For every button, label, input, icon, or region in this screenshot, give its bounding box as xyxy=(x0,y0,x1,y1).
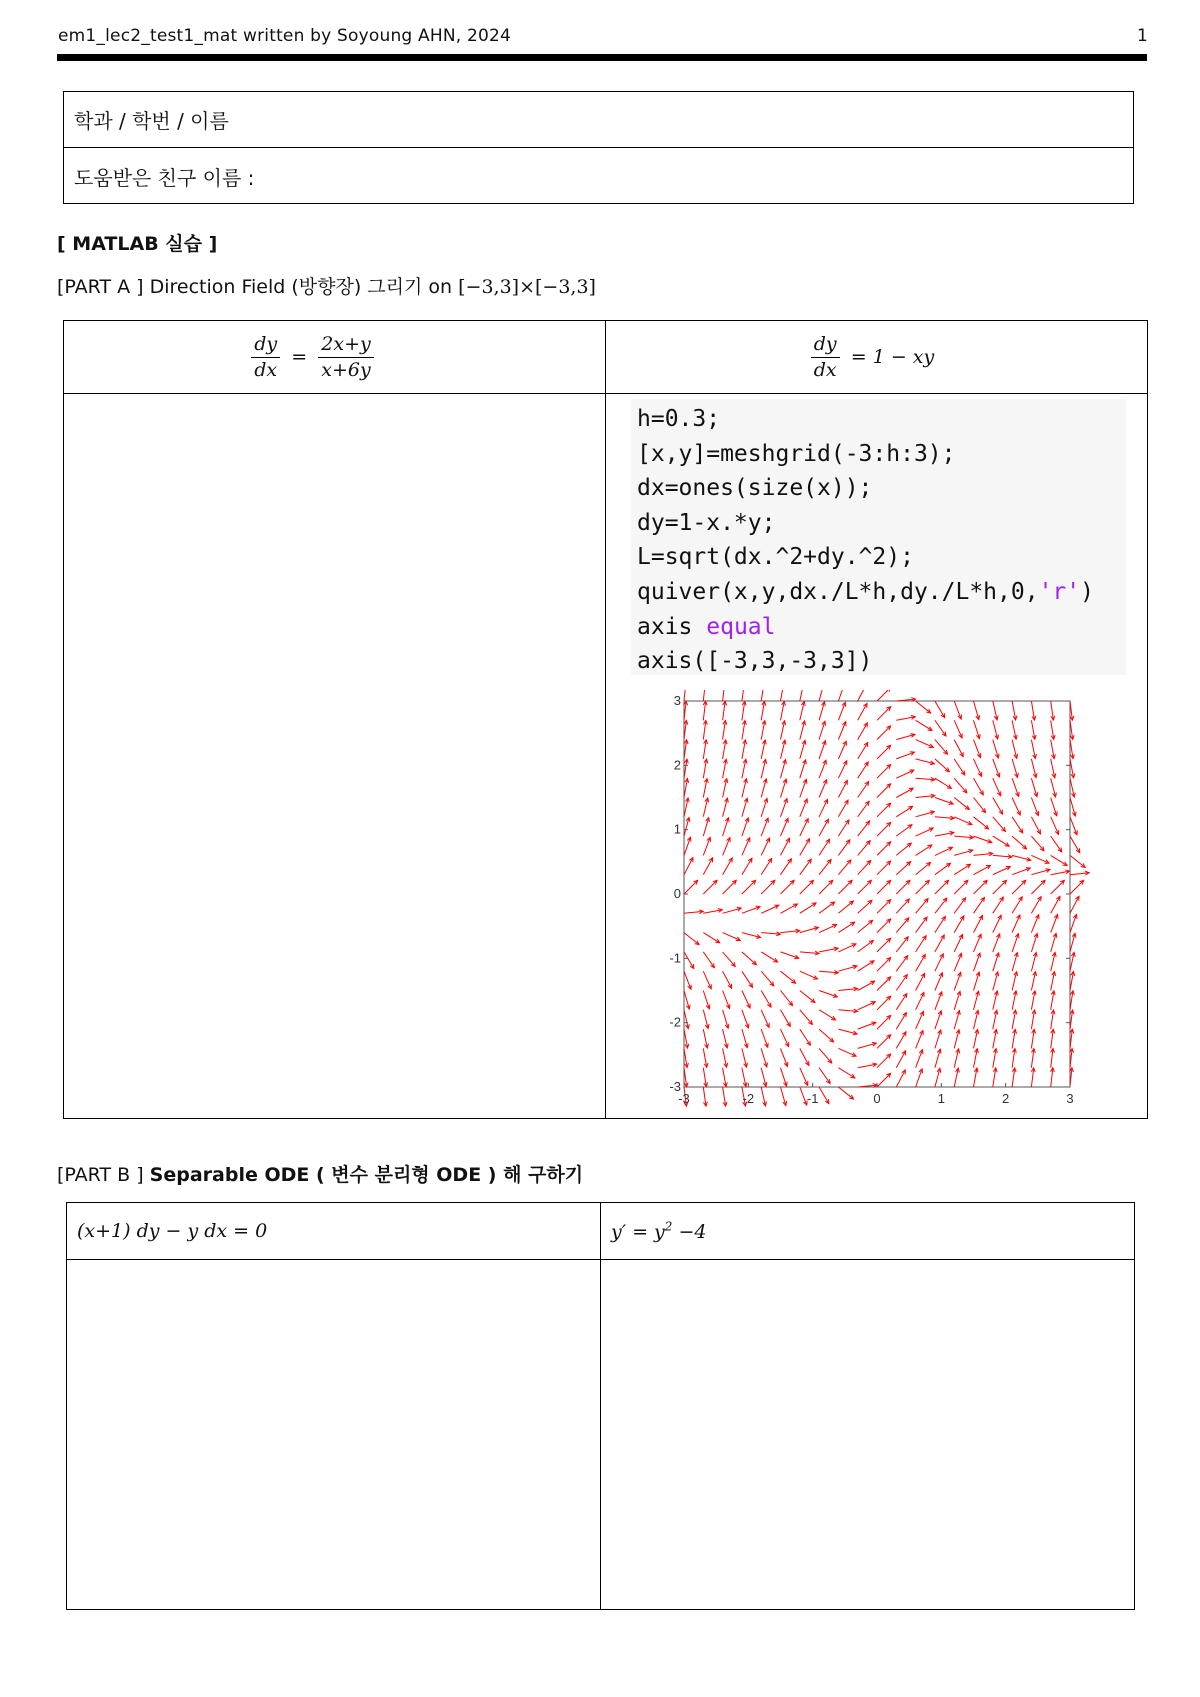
x-tick-label: -1 xyxy=(806,1091,819,1106)
part-a-label: [PART A ] Direction Field (방향장) 그리기 on xyxy=(57,276,453,298)
direction-arrow xyxy=(819,690,824,701)
part-a-domain: [−3,3]×[−3,3] xyxy=(458,276,596,298)
code-line-6: quiver(x,y,dx./L*h,dy./L*h,0,'r') xyxy=(637,578,1094,605)
part-a-equation-2-cell xyxy=(606,321,1148,394)
part-b-equation-2: $y' = y^2 -4$ xyxy=(611,1219,707,1243)
y-tick-label: -2 xyxy=(669,1014,681,1030)
code-line-3: dx=ones(size(x)); xyxy=(637,475,873,502)
part-a-equation-1-cell xyxy=(64,321,606,394)
code-line-7: axis equal xyxy=(637,613,776,640)
y-tick-label: 0 xyxy=(673,886,681,901)
part-b-answer-area-1[interactable] xyxy=(67,1260,601,1610)
direction-arrow xyxy=(723,690,725,701)
direction-arrow xyxy=(1070,880,1084,894)
x-tick-label: 0 xyxy=(873,1091,881,1106)
student-info-box xyxy=(63,91,1134,204)
part-b-title: Separable ODE ( 변수 분리형 ODE ) 해 구하기 xyxy=(149,1164,584,1186)
part-b-equation-1-cell xyxy=(67,1203,601,1260)
direction-arrow xyxy=(819,1087,829,1104)
eq2-rhs: = 1 − xy xyxy=(850,346,935,368)
x-tick-label: 2 xyxy=(1002,1091,1010,1106)
direction-field-plot xyxy=(660,690,1100,1120)
direction-arrow xyxy=(684,690,686,701)
page-number: 1 xyxy=(1137,26,1148,46)
x-tick-label: 1 xyxy=(937,1091,945,1106)
direction-arrow xyxy=(877,690,891,701)
eq1-equals: = xyxy=(291,346,308,368)
direction-arrow xyxy=(1070,836,1080,853)
part-b-equation-1: (x+1) dy − y dx = 0 xyxy=(77,1220,268,1242)
part-b-table xyxy=(66,1202,1135,1610)
direction-arrow xyxy=(781,690,784,701)
code-line-2: [x,y]=meshgrid(-3:h:3); xyxy=(637,440,956,467)
eq2-lhs-fraction: $\frac{dy}{dx}$ xyxy=(811,333,840,382)
direction-arrow xyxy=(838,1087,853,1099)
part-b-heading xyxy=(57,1160,583,1187)
direction-arrow xyxy=(1070,855,1085,867)
code-line-8: axis([-3,3,-3,3]) xyxy=(637,648,873,675)
helper-friend-name-field[interactable] xyxy=(64,148,1133,204)
direction-arrow xyxy=(838,690,844,701)
part-a-heading xyxy=(57,272,596,299)
code-line-5: L=sqrt(dx.^2+dy.^2); xyxy=(637,544,914,571)
x-tick-label: -3 xyxy=(678,1091,690,1106)
part-b-label: [PART B ] xyxy=(57,1164,150,1186)
eq1-lhs-fraction: $\frac{dy}{dx}$ xyxy=(251,333,280,382)
eq1-rhs-fraction: $\frac{2x+y}{x+6y}$ xyxy=(318,333,373,382)
section-title: [ MATLAB 실습 ] xyxy=(57,233,218,255)
header-divider xyxy=(57,54,1147,61)
part-a-answer-area[interactable] xyxy=(64,394,606,1119)
x-tick-label: 3 xyxy=(1066,1091,1074,1106)
direction-arrow xyxy=(703,690,705,701)
direction-arrow xyxy=(742,690,745,701)
part-b-equation-2-cell xyxy=(601,1203,1135,1260)
code-line-1: h=0.3; xyxy=(637,406,721,432)
helper-friend-name-label: 도움받은 친구 이름 : xyxy=(74,165,255,190)
matlab-code xyxy=(637,402,1094,679)
y-tick-label: 2 xyxy=(673,757,681,773)
direction-arrow xyxy=(761,690,764,701)
direction-arrow xyxy=(800,690,804,701)
y-tick-label: 3 xyxy=(673,693,681,708)
direction-arrow xyxy=(858,690,867,701)
part-b-answer-area-2[interactable] xyxy=(601,1260,1135,1610)
document-header-title: em1_lec2_test1_mat written by Soyoung AHN, 2024 xyxy=(58,26,512,46)
x-tick-label: -2 xyxy=(742,1091,755,1106)
department-id-name-label: 학과 / 학번 / 이름 xyxy=(74,109,229,133)
y-tick-label: -3 xyxy=(669,1079,681,1094)
department-id-name-field[interactable] xyxy=(64,92,1133,148)
y-tick-label: 1 xyxy=(673,821,681,837)
direction-arrow xyxy=(1070,896,1079,913)
y-tick-label: -1 xyxy=(669,950,681,966)
code-line-4: dy=1-x.*y; xyxy=(637,509,776,536)
